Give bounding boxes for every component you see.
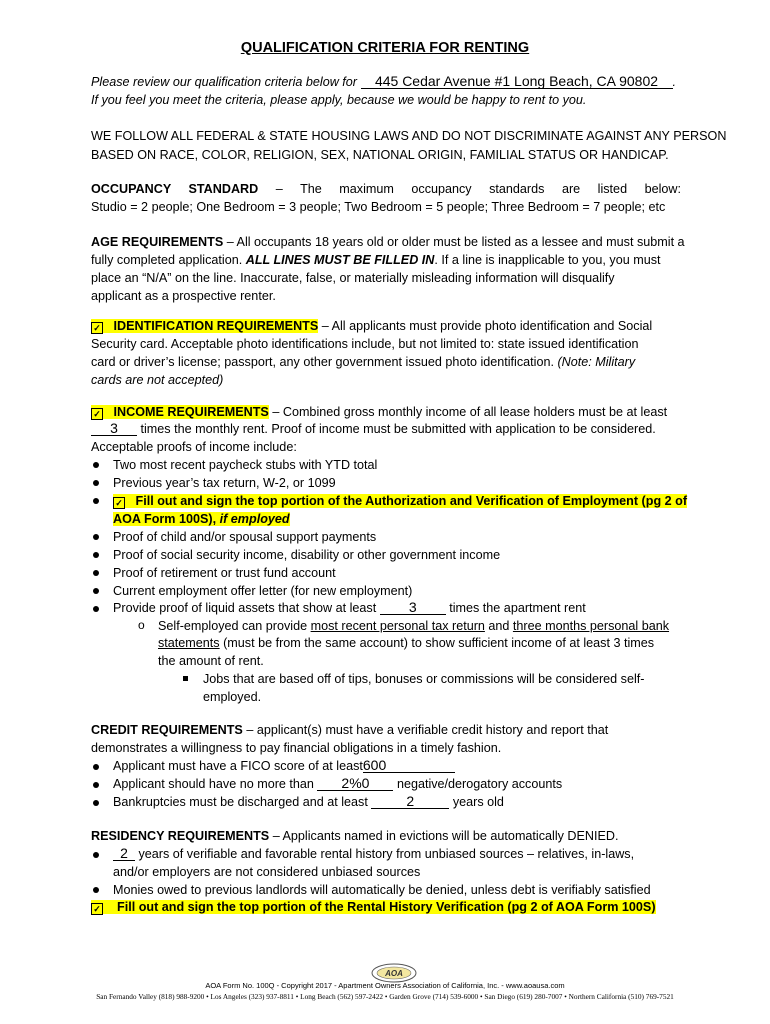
self-emp-e: statements bbox=[158, 636, 220, 650]
credit-heading: CREDIT REQUIREMENTS bbox=[91, 723, 243, 737]
negative-accounts-line bbox=[113, 775, 562, 793]
fair-housing-line-1: WE FOLLOW ALL FEDERAL & STATE HOUSING LAWS AND DO NOT DISCRIMINATE AGAINST ANY PERSON bbox=[91, 129, 727, 143]
bullet bbox=[93, 498, 99, 504]
age-heading: AGE REQUIREMENTS bbox=[91, 235, 224, 249]
identification-text-3: card or driver’s license; passport, any other government issued photo identification. bbox=[91, 355, 554, 369]
page-title: QUALIFICATION CRITERIA FOR RENTING bbox=[240, 40, 530, 56]
logo-text: AOA bbox=[385, 969, 403, 978]
checkbox-icon[interactable]: ✓ bbox=[113, 497, 125, 509]
rental-history-line-2: and/or employers are not considered unbiased sources bbox=[113, 865, 421, 879]
footer-offices: San Fernando Valley (818) 988-9200 • Los Angeles (323) 937-8811 • Long Beach (562) 597-2422 • Garden Grove (714) 539-6000 • San Diego (619) 280-7007 • Northern California (510) 769-7521 bbox=[96, 992, 674, 1001]
self-emp-a: Self-employed can provide bbox=[158, 619, 308, 633]
self-emp-b: most recent personal tax return bbox=[310, 619, 485, 633]
address-field[interactable]: 445 Cedar Avenue #1 Long Beach, CA 90802 bbox=[361, 74, 673, 89]
bankruptcy-prefix: Bankruptcies must be discharged and at least bbox=[113, 795, 368, 809]
tips-line-1: Jobs that are based off of tips, bonuses or commissions will be considered self- bbox=[203, 672, 645, 686]
age-line-3: place an “N/A” on the line. Inaccurate, false, or materially misleading information will disqualify bbox=[91, 271, 615, 285]
fico-prefix: Applicant must have a FICO score of at least bbox=[113, 759, 363, 773]
bullet bbox=[93, 852, 99, 858]
bullet bbox=[93, 887, 99, 893]
list-item: Current employment offer letter (for new employment) bbox=[113, 584, 413, 598]
liquid-assets-field[interactable]: 3 bbox=[380, 600, 446, 615]
bullet bbox=[93, 764, 99, 770]
intro-prefix: Please review our qualification criteria below for bbox=[91, 75, 357, 89]
negative-suffix: negative/derogatory accounts bbox=[396, 777, 563, 791]
credit-line-1 bbox=[91, 721, 608, 739]
age-text-a: fully completed application. bbox=[91, 253, 243, 267]
credit-text: – applicant(s) must have a verifiable credit history and report that bbox=[246, 723, 609, 737]
occupancy-heading: OCCUPANCY STANDARD bbox=[91, 182, 259, 196]
square-bullet bbox=[183, 676, 188, 681]
age-text: – All occupants 18 years old or older must be listed as a lessee and must submit a bbox=[226, 235, 685, 249]
employment-auth-text: Fill out and sign the top portion of the Authorization and Verification of Employment (pg 2 of bbox=[135, 494, 688, 508]
list-item: Proof of social security income, disability or other government income bbox=[113, 548, 501, 562]
income-text: – Combined gross monthly income of all lease holders must be at least bbox=[272, 405, 668, 419]
rental-history-verification-line bbox=[91, 898, 656, 916]
employment-auth-form: AOA Form 100S), bbox=[113, 512, 217, 526]
occupancy-line-2: Studio = 2 people; One Bedroom = 3 people; Two Bedroom = 5 people; Three Bedroom = 7 people; etc bbox=[91, 200, 666, 214]
list-item: Two most recent paycheck stubs with YTD total bbox=[113, 458, 378, 472]
intro-line-1 bbox=[91, 73, 676, 91]
identification-line-3 bbox=[91, 353, 635, 371]
bullet bbox=[93, 462, 99, 468]
list-item: Previous year’s tax return, W-2, or 1099 bbox=[113, 476, 336, 490]
intro-suffix: . bbox=[672, 75, 676, 89]
rental-years-field[interactable]: 2 bbox=[113, 846, 135, 861]
bullet bbox=[93, 800, 99, 806]
intro-line-2: If you feel you meet the criteria, please apply, because we would be happy to rent to you. bbox=[91, 93, 587, 107]
bullet bbox=[93, 534, 99, 540]
age-line-2 bbox=[91, 251, 661, 269]
checkbox-icon[interactable]: ✓ bbox=[91, 903, 103, 915]
income-line-3: Acceptable proofs of income include: bbox=[91, 440, 297, 454]
list-item: Proof of retirement or trust fund account bbox=[113, 566, 336, 580]
list-item: Proof of child and/or spousal support payments bbox=[113, 530, 377, 544]
employment-auth-emphasis: if employed bbox=[219, 512, 290, 526]
occupancy-line-1 bbox=[91, 180, 681, 198]
fico-line bbox=[113, 757, 455, 775]
liquid-assets-prefix: Provide proof of liquid assets that show at least bbox=[113, 601, 377, 615]
residency-text: – Applicants named in evictions will be automatically DENIED. bbox=[272, 829, 619, 843]
tips-line-2: employed. bbox=[203, 690, 262, 704]
rental-history-line-1 bbox=[113, 845, 634, 863]
self-emp-f: (must be from the same account) to show sufficient income of at least 3 times bbox=[223, 636, 655, 650]
income-times-field[interactable]: 3 bbox=[91, 421, 137, 436]
self-employed-line-1 bbox=[158, 617, 669, 635]
bankruptcy-field[interactable]: 2 bbox=[371, 794, 449, 809]
bullet bbox=[93, 606, 99, 612]
self-employed-line-3: the amount of rent. bbox=[158, 654, 264, 668]
monies-owed-line: Monies owed to previous landlords will automatically be denied, unless debt is verifiably satisfied bbox=[113, 883, 651, 897]
self-employed-line-2 bbox=[158, 634, 654, 652]
negative-prefix: Applicant should have no more than bbox=[113, 777, 314, 791]
employment-auth-line-2 bbox=[113, 510, 290, 528]
rental-history-verification-text: Fill out and sign the top portion of the Rental History Verification (pg 2 of AOA Form 100S) bbox=[117, 900, 656, 914]
identification-line-2: Security card. Acceptable photo identifications include, but not limited to: state issued identification bbox=[91, 337, 639, 351]
residency-line-1 bbox=[91, 827, 619, 845]
employment-auth-line-1 bbox=[113, 492, 687, 510]
fair-housing-line-2: BASED ON RACE, COLOR, RELIGION, SEX, NATIONAL ORIGIN, FAMILIAL STATUS OR HANDICAP. bbox=[91, 148, 669, 162]
credit-line-2: demonstrates a willingness to pay financial obligations in a timely fashion. bbox=[91, 741, 502, 755]
bankruptcy-suffix: years old bbox=[452, 795, 504, 809]
checkbox-icon[interactable]: ✓ bbox=[91, 408, 103, 420]
identification-text: – All applicants must provide photo identification and Social bbox=[321, 319, 653, 333]
rental-history-text: years of verifiable and favorable rental history from unbiased sources – relatives, in-laws, bbox=[138, 847, 635, 861]
self-emp-d: three months personal bank bbox=[512, 619, 670, 633]
negative-accounts-field[interactable]: 2%0 bbox=[317, 776, 393, 791]
checkbox-icon[interactable]: ✓ bbox=[91, 322, 103, 334]
income-line-1 bbox=[91, 403, 667, 421]
fico-field[interactable]: 600 bbox=[363, 758, 455, 773]
identification-line-4: cards are not accepted) bbox=[91, 373, 224, 387]
income-heading: INCOME REQUIREMENTS bbox=[113, 405, 269, 419]
age-text-c: . If a line is inapplicable to you, you must bbox=[434, 253, 661, 267]
bullet bbox=[93, 552, 99, 558]
liquid-assets-suffix: times the apartment rent bbox=[449, 601, 586, 615]
bullet bbox=[93, 588, 99, 594]
income-line-2 bbox=[91, 420, 656, 438]
bullet bbox=[93, 480, 99, 486]
income-text-2: times the monthly rent. Proof of income must be submitted with application to be considered. bbox=[140, 422, 656, 436]
bullet bbox=[93, 570, 99, 576]
bullet bbox=[93, 782, 99, 788]
age-line-1 bbox=[91, 233, 685, 251]
self-emp-c: and bbox=[488, 619, 510, 633]
identification-note: (Note: Military bbox=[557, 355, 636, 369]
age-emphasis: ALL LINES MUST BE FILLED IN bbox=[245, 253, 435, 267]
identification-line-1 bbox=[91, 317, 652, 335]
occupancy-text: – The maximum occupancy standards are listed below: bbox=[275, 182, 681, 196]
identification-heading: IDENTIFICATION REQUIREMENTS bbox=[113, 319, 319, 333]
residency-heading: RESIDENCY REQUIREMENTS bbox=[91, 829, 270, 843]
bankruptcy-line bbox=[113, 793, 504, 811]
footer-copyright: AOA Form No. 100Q - Copyright 2017 - Apartment Owners Association of California, Inc. - www.aoausa.com bbox=[205, 981, 565, 990]
age-line-4: applicant as a prospective renter. bbox=[91, 289, 276, 303]
liquid-assets-line bbox=[113, 599, 586, 617]
sub-bullet: o bbox=[138, 618, 145, 632]
